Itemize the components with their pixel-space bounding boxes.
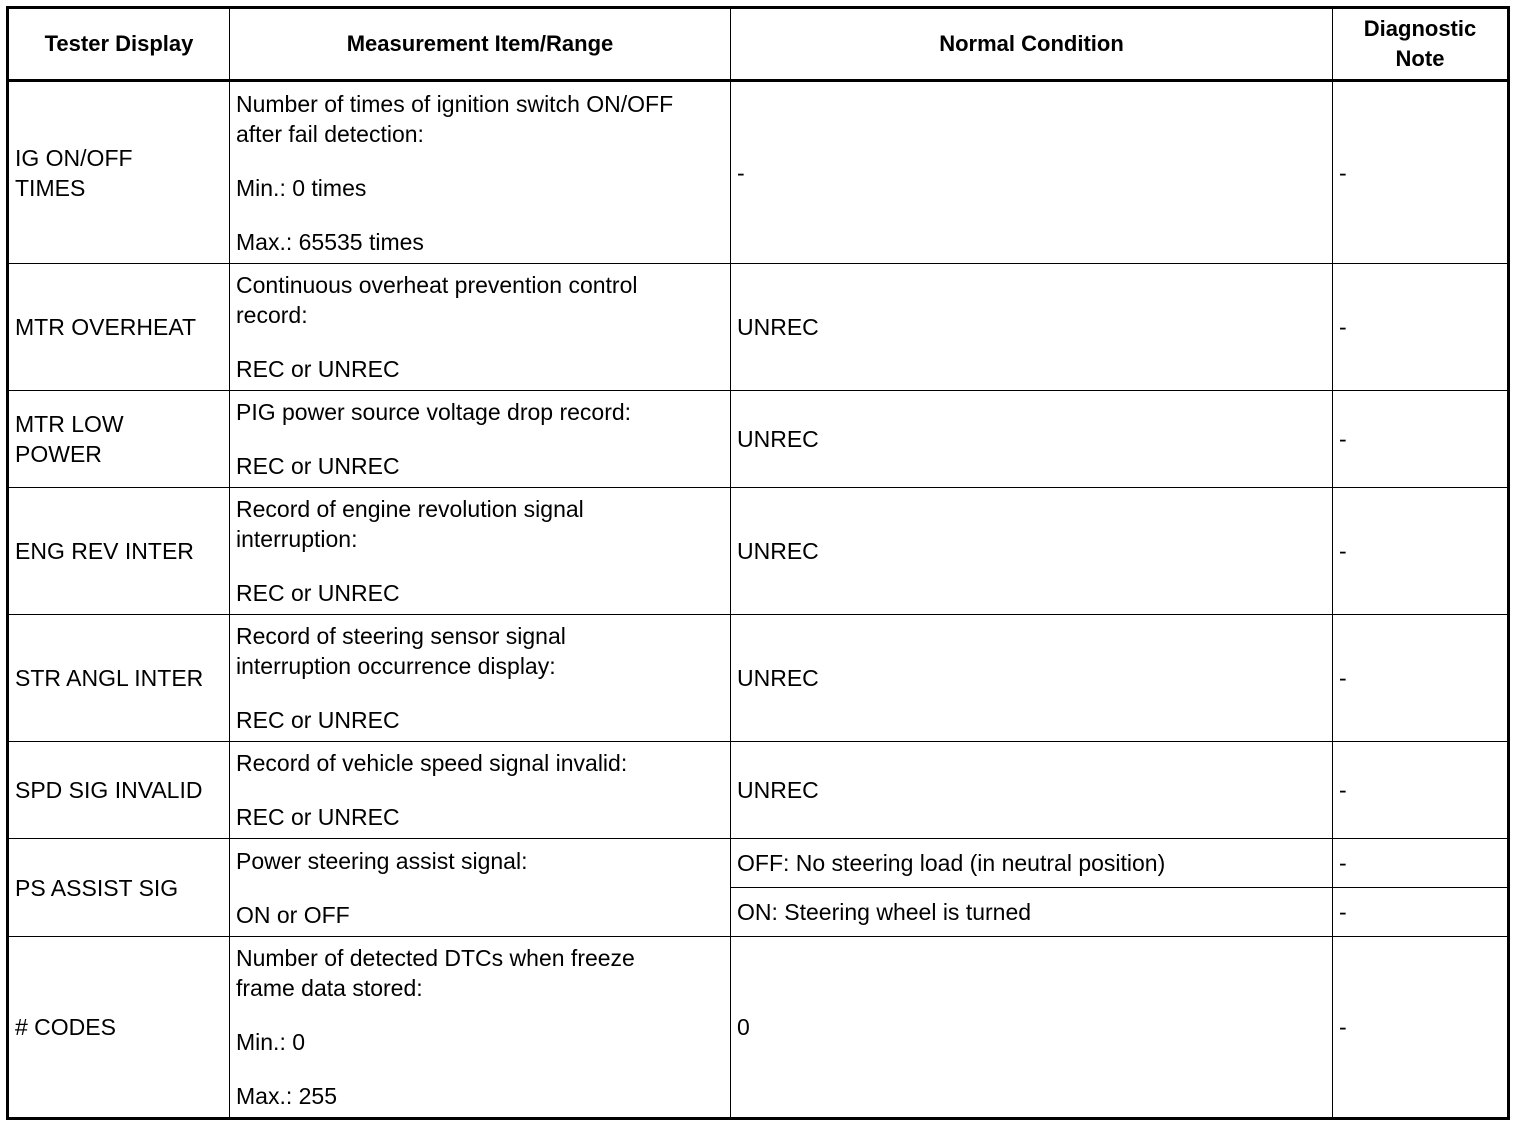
tester-display-text: IG ON/OFF [15,144,133,171]
measurement-max: Max.: 255 [236,1083,337,1109]
measurement-text: Record of engine revolution signal [236,496,584,522]
header-tester-display: Tester Display [8,8,230,81]
normal-condition-cell: UNREC [731,615,1333,742]
measurement-range: REC or UNREC [236,580,400,606]
diagnostic-note-cell: - [1333,937,1509,1119]
diagnostic-note-cell: - [1333,742,1509,839]
measurement-cell [230,488,731,615]
table-row [8,81,1509,264]
tester-display-cell: MTR OVERHEAT [8,264,230,391]
measurement-cell [230,839,731,937]
normal-condition-cell: ON: Steering wheel is turned [731,888,1333,937]
table-row [8,264,1509,391]
tester-display-text: TIMES [15,174,86,201]
table-row [8,839,1509,888]
tester-display-cell: STR ANGL INTER [8,615,230,742]
measurement-cell [230,81,731,264]
tester-display-cell: PS ASSIST SIG [8,839,230,937]
normal-condition-cell: UNREC [731,264,1333,391]
measurement-text: interruption: [236,526,358,552]
header-diagnostic-note-line1: Diagnostic [1363,16,1477,41]
diagnostic-note-cell: - [1333,488,1509,615]
measurement-text: PIG power source voltage drop record: [236,399,632,425]
header-diagnostic-note [1333,8,1509,81]
normal-condition-cell: - [731,81,1333,264]
normal-condition-cell: OFF: No steering load (in neutral position) [731,839,1333,888]
header-measurement-item: Measurement Item/Range [230,8,731,81]
normal-condition-cell: UNREC [731,742,1333,839]
normal-condition-cell: UNREC [731,391,1333,488]
measurement-text: interruption occurrence display: [236,653,556,679]
measurement-text: Continuous overheat prevention control [236,272,638,298]
measurement-range: ON or OFF [236,901,350,928]
tester-display-text: MTR LOW [15,411,124,437]
header-normal-condition: Normal Condition [731,8,1333,81]
tester-display-cell: ENG REV INTER [8,488,230,615]
table-row [8,391,1509,488]
measurement-cell [230,264,731,391]
header-diagnostic-note-line2: Note [1395,46,1445,71]
measurement-text: frame data stored: [236,975,423,1001]
tester-display-cell [8,81,230,264]
diagnostic-note-cell: - [1333,264,1509,391]
tester-display-cell: # CODES [8,937,230,1119]
diagnostic-note-cell: - [1333,81,1509,264]
measurement-text: Record of steering sensor signal [236,623,566,649]
tester-display-text: POWER [15,441,102,467]
normal-condition-cell: UNREC [731,488,1333,615]
measurement-text: Record of vehicle speed signal invalid: [236,750,628,776]
measurement-text: Power steering assist signal: [236,847,528,874]
measurement-cell [230,615,731,742]
measurement-range: REC or UNREC [236,804,400,830]
table-row [8,615,1509,742]
tester-data-table [6,6,1510,1120]
measurement-max: Max.: 65535 times [236,228,424,255]
measurement-range: REC or UNREC [236,453,400,479]
measurement-min: Min.: 0 [236,1029,306,1055]
diagnostic-note-cell: - [1333,839,1509,888]
tester-display-cell [8,391,230,488]
diagnostic-note-cell: - [1333,615,1509,742]
measurement-range: REC or UNREC [236,707,400,733]
diagnostic-note-cell: - [1333,391,1509,488]
measurement-cell [230,742,731,839]
diagnostic-note-cell: - [1333,888,1509,937]
table-row [8,742,1509,839]
measurement-text: Number of detected DTCs when freeze [236,945,635,971]
measurement-range: REC or UNREC [236,356,400,382]
measurement-cell [230,937,731,1119]
tester-display-cell: SPD SIG INVALID [8,742,230,839]
measurement-text: Number of times of ignition switch ON/OFF [236,90,674,117]
normal-condition-cell: 0 [731,937,1333,1119]
header-row [8,8,1509,81]
table-row [8,488,1509,615]
measurement-cell [230,391,731,488]
measurement-min: Min.: 0 times [236,174,367,201]
table-row [8,937,1509,1119]
measurement-text: record: [236,302,308,328]
measurement-text: after fail detection: [236,120,424,147]
